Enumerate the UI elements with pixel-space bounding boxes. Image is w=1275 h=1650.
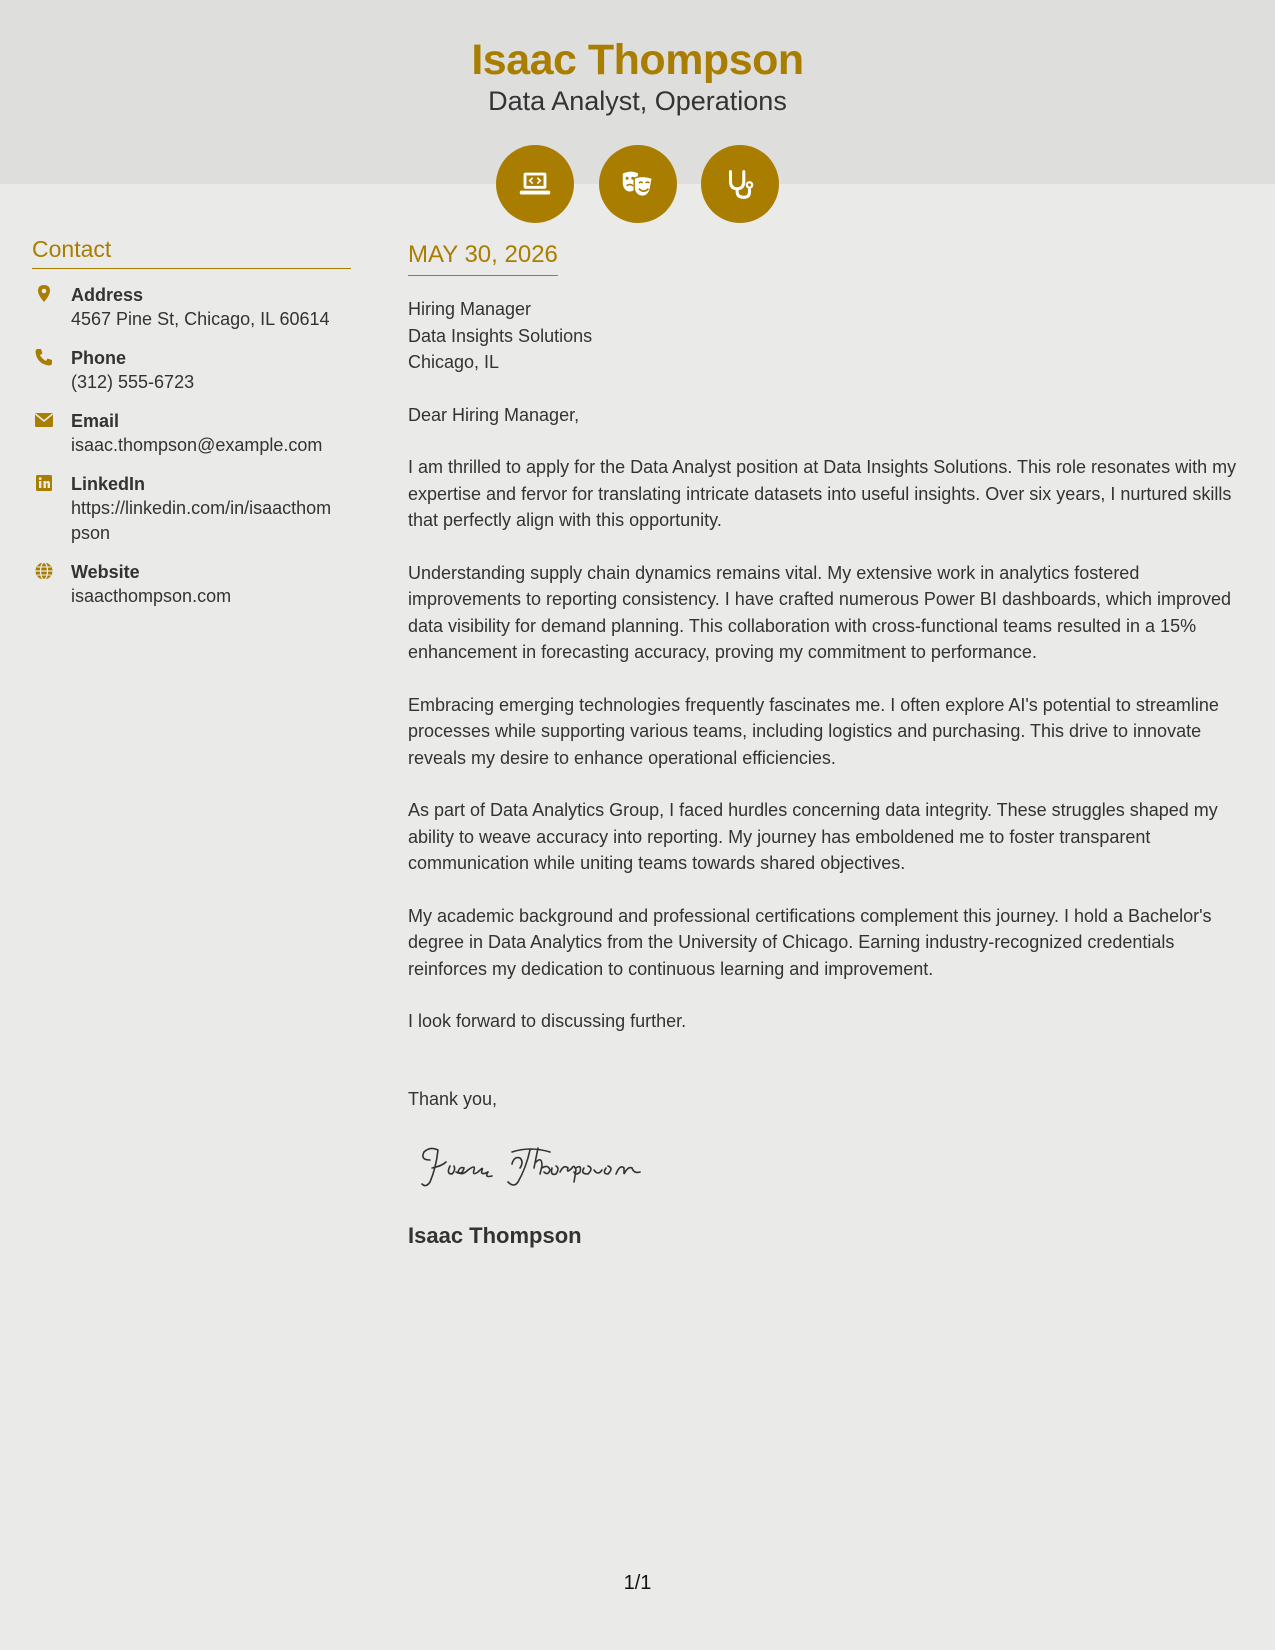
recipient-line: Data Insights Solutions: [408, 325, 593, 346]
map-pin-icon: [34, 284, 54, 304]
globe-icon: [34, 561, 54, 581]
contact-sidebar: [32, 236, 351, 609]
contact-website: [32, 560, 351, 609]
applicant-name: Isaac Thompson: [471, 36, 804, 84]
job-title: Data Analyst, Operations: [488, 86, 787, 116]
linkedin-link[interactable]: https://linkedin.com/in/isaacthompson: [71, 498, 332, 543]
contact-address: [32, 283, 351, 332]
paragraph: Embracing emerging technologies frequently fascinates me. I often explore AI's potential to streamline processes while supporting various teams, including logistics and purchasing. This drive to innovate reveals my desire to enhance operational efficiencies.: [408, 694, 1219, 768]
contact-email: [32, 409, 351, 458]
recipient-block: [408, 296, 1253, 376]
contact-value: (312) 555-6723: [71, 372, 195, 392]
linkedin-icon: [34, 473, 54, 493]
contact-value: 4567 Pine St, Chicago, IL 60614: [71, 309, 330, 329]
paragraph: As part of Data Analytics Group, I faced hurdles concerning data integrity. These struggles shaped my ability to weave accuracy into reporting. My journey has emboldened me to foster transparent communication while uniting teams towards shared objectives.: [408, 800, 1218, 873]
paragraph: I am thrilled to apply for the Data Analyst position at Data Insights Solutions. This role resonates with my expertise and fervor for translating intricate datasets into useful insights. Over six years, I nurtured skills that perfectly align with this opportunity.: [408, 457, 1237, 530]
greeting: Dear Hiring Manager,: [408, 404, 580, 425]
paragraph: I look forward to discussing further.: [408, 1011, 687, 1031]
contact-label: Phone: [71, 348, 127, 368]
recipient-line: Hiring Manager: [408, 299, 532, 319]
stethoscope-icon: [701, 145, 779, 223]
phone-icon: [34, 347, 54, 367]
contact-phone: [32, 346, 351, 395]
email-link[interactable]: isaac.thompson@example.com: [71, 435, 323, 455]
contact-label: Website: [71, 562, 140, 582]
laptop-code-icon: [496, 145, 574, 223]
paragraph: Understanding supply chain dynamics remains vital. My extensive work in analytics fostered improvements to reporting consistency. I have crafted numerous Power BI dashboards, which improved data visibility for demand planning. This collaboration with cross-functional teams resulted in a 15% enhancement in forecasting accuracy, proving my commitment to performance.: [408, 562, 1232, 662]
letter-body: [408, 241, 1253, 1249]
page-number: 1/1: [623, 1572, 652, 1594]
website-link[interactable]: isaacthompson.com: [71, 586, 232, 606]
contact-label: LinkedIn: [71, 474, 146, 494]
closing: Thank you,: [408, 1088, 498, 1109]
paragraph: My academic background and professional certifications complement this journey. I hold a Bachelor's degree in Data Analytics from the University of Chicago. Earning industry-recognized credentials reinforces my dedication to continuous learning and improvement.: [408, 905, 1212, 979]
signer-name: Isaac Thompson: [408, 1222, 582, 1248]
theater-masks-icon: [599, 145, 677, 223]
contact-label: Email: [71, 411, 120, 431]
interest-icons: [0, 145, 1275, 223]
envelope-icon: [34, 410, 54, 430]
contact-linkedin: [32, 472, 351, 546]
contact-label: Address: [71, 285, 144, 305]
handwritten-signature: [420, 1138, 1253, 1199]
recipient-line: Chicago, IL: [408, 352, 500, 372]
contact-heading: Contact: [32, 236, 351, 269]
letter-date: MAY 30, 2026: [408, 241, 558, 276]
